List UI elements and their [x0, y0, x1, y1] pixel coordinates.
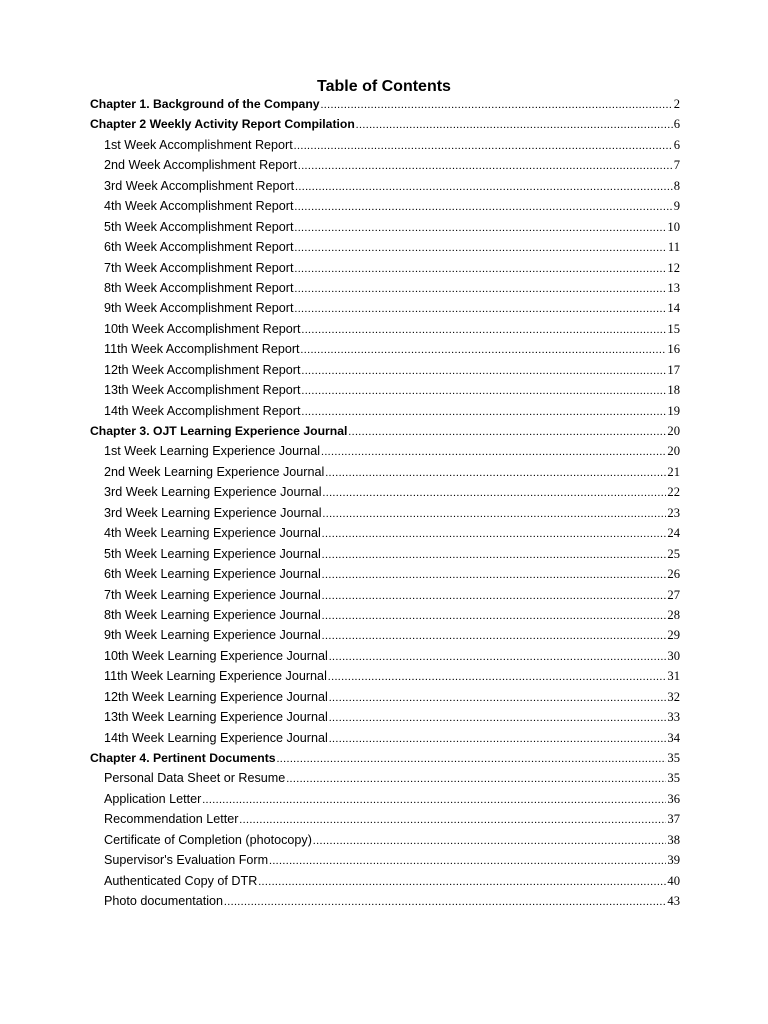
toc-sub-entry[interactable]	[90, 339, 680, 359]
toc-sub-entry[interactable]	[90, 155, 680, 175]
toc-page-number: 12	[667, 260, 680, 275]
toc-page-number: 24	[667, 526, 680, 541]
dot-leader	[301, 340, 667, 360]
dot-leader	[202, 790, 666, 810]
dot-leader	[321, 95, 673, 115]
dot-leader	[294, 218, 666, 238]
dot-leader	[313, 831, 667, 851]
toc-sub-entry[interactable]	[90, 319, 680, 339]
dot-leader	[286, 769, 666, 789]
dot-leader	[323, 504, 667, 524]
dot-leader	[322, 545, 667, 565]
toc-page-number: 28	[667, 607, 680, 622]
dot-leader	[322, 524, 667, 544]
dot-leader	[329, 647, 667, 667]
toc-sub-entry[interactable]	[90, 707, 680, 727]
toc-entry-label: 14th Week Learning Experience Journal	[104, 730, 328, 745]
toc-page-number: 35	[667, 751, 680, 765]
dot-leader	[329, 688, 667, 708]
toc-sub-entry[interactable]	[90, 278, 680, 298]
toc-chapter-entry[interactable]	[90, 421, 680, 441]
dot-leader	[322, 565, 667, 585]
toc-entry-label: 1st Week Accomplishment Report	[104, 137, 293, 152]
dot-leader	[322, 626, 667, 646]
dot-leader	[322, 586, 667, 606]
toc-sub-entry[interactable]	[90, 401, 680, 421]
toc-entry-label: 13th Week Accomplishment Report	[104, 383, 301, 398]
toc-entry-label: 8th Week Accomplishment Report	[104, 280, 294, 295]
dot-leader	[294, 299, 666, 319]
toc-page-number: 6	[673, 117, 680, 132]
toc-entry-label: Personal Data Sheet or Resume	[104, 771, 286, 786]
toc-sub-entry[interactable]	[90, 135, 680, 155]
toc-sub-entry[interactable]	[90, 768, 680, 788]
toc-sub-entry[interactable]	[90, 544, 680, 564]
toc-entry-label: 14th Week Accomplishment Report	[104, 403, 301, 418]
toc-sub-entry[interactable]	[90, 462, 680, 482]
toc-sub-entry[interactable]	[90, 237, 680, 257]
toc-entry-label: 2nd Week Accomplishment Report	[104, 158, 297, 173]
toc-page-number: 9	[673, 199, 680, 214]
toc-entry-label: 6th Week Learning Experience Journal	[104, 567, 321, 582]
toc-entry-label: 11th Week Accomplishment Report	[104, 342, 300, 357]
dot-leader	[301, 381, 666, 401]
toc-entry-label: 2nd Week Learning Experience Journal	[104, 464, 325, 479]
toc-sub-entry[interactable]	[90, 298, 680, 318]
toc-entry-label: 12th Week Accomplishment Report	[104, 362, 301, 377]
toc-page-number: 35	[667, 771, 680, 786]
toc-page-number: 34	[667, 730, 680, 745]
dot-leader	[329, 729, 667, 749]
dot-leader	[322, 606, 667, 626]
dot-leader	[224, 892, 666, 912]
toc-sub-entry[interactable]	[90, 441, 680, 461]
toc-sub-entry[interactable]	[90, 789, 680, 809]
dot-leader	[294, 136, 673, 156]
toc-page-number: 20	[667, 444, 680, 459]
toc-entry-label: 3rd Week Learning Experience Journal	[104, 485, 322, 500]
toc-sub-entry[interactable]	[90, 891, 680, 911]
toc-sub-entry[interactable]	[90, 646, 680, 666]
toc-page-number: 40	[667, 873, 680, 888]
toc-page-number: 36	[667, 791, 680, 806]
toc-page-number: 29	[667, 628, 680, 643]
toc-page-number: 7	[673, 158, 680, 173]
toc-entry-label: Application Letter	[104, 791, 202, 806]
toc-sub-entry[interactable]	[90, 503, 680, 523]
toc-sub-entry[interactable]	[90, 564, 680, 584]
toc-page-number: 8	[673, 178, 680, 193]
toc-page-number: 15	[667, 321, 680, 336]
toc-page-number: 32	[667, 689, 680, 704]
toc-sub-entry[interactable]	[90, 666, 680, 686]
toc-entry-label: 11th Week Learning Experience Journal	[104, 669, 327, 684]
dot-leader	[298, 156, 673, 176]
toc-entry-label: Chapter 4. Pertinent Documents	[90, 751, 276, 765]
toc-entry-label: 10th Week Learning Experience Journal	[104, 648, 328, 663]
toc-sub-entry[interactable]	[90, 728, 680, 748]
dot-leader	[269, 851, 666, 871]
dot-leader	[321, 442, 666, 462]
toc-sub-entry[interactable]	[90, 360, 680, 380]
toc-sub-entry[interactable]	[90, 605, 680, 625]
toc-entry-label: Photo documentation	[104, 894, 224, 909]
dot-leader	[356, 115, 673, 135]
page-title: Table of Contents	[317, 78, 451, 95]
toc-entry-label: 9th Week Learning Experience Journal	[104, 628, 321, 643]
toc-sub-entry[interactable]	[90, 830, 680, 850]
toc-entry-label: Chapter 1. Background of the Company	[90, 97, 320, 111]
toc-page-number: 26	[667, 567, 680, 582]
toc-entry-label: 5th Week Accomplishment Report	[104, 219, 294, 234]
toc-entry-label: 13th Week Learning Experience Journal	[104, 710, 328, 725]
toc-page-number: 17	[667, 362, 680, 377]
toc-page-number: 30	[667, 648, 680, 663]
dot-leader	[294, 197, 672, 217]
toc-sub-entry[interactable]	[90, 523, 680, 543]
dot-leader	[295, 177, 673, 197]
toc-entry-label: 9th Week Accomplishment Report	[104, 301, 294, 316]
toc-sub-entry[interactable]	[90, 625, 680, 645]
toc-entry-label: 4th Week Accomplishment Report	[104, 199, 294, 214]
table-of-contents	[90, 94, 680, 912]
toc-page-number: 11	[667, 240, 680, 255]
toc-entry-label: 10th Week Accomplishment Report	[104, 321, 301, 336]
dot-leader	[323, 483, 667, 503]
toc-page-number: 25	[667, 546, 680, 561]
toc-entry-label: Recommendation Letter	[104, 812, 239, 827]
toc-page-number: 2	[673, 97, 680, 111]
toc-entry-label: Authenticated Copy of DTR	[104, 873, 258, 888]
dot-leader	[301, 320, 666, 340]
toc-entry-label: Certificate of Completion (photocopy)	[104, 832, 312, 847]
toc-entry-label: 3rd Week Accomplishment Report	[104, 178, 295, 193]
toc-entry-label: 7th Week Learning Experience Journal	[104, 587, 321, 602]
toc-page-number: 39	[667, 853, 680, 868]
toc-page-number: 19	[667, 403, 680, 418]
toc-entry-label: 5th Week Learning Experience Journal	[104, 546, 321, 561]
toc-sub-entry[interactable]	[90, 196, 680, 216]
toc-page-number: 21	[667, 464, 680, 479]
toc-page-number: 10	[667, 219, 680, 234]
toc-sub-entry[interactable]	[90, 176, 680, 196]
toc-sub-entry[interactable]	[90, 380, 680, 400]
dot-leader	[301, 402, 666, 422]
toc-page-number: 43	[667, 894, 680, 909]
dot-leader	[328, 667, 667, 687]
toc-page-number: 38	[667, 832, 680, 847]
toc-sub-entry[interactable]	[90, 809, 680, 829]
dot-leader	[294, 259, 666, 279]
toc-page-number: 31	[667, 669, 680, 684]
toc-entry-label: 1st Week Learning Experience Journal	[104, 444, 321, 459]
toc-page-number: 20	[667, 424, 680, 438]
toc-entry-label: Chapter 3. OJT Learning Experience Journal	[90, 424, 348, 438]
toc-page-number: 27	[667, 587, 680, 602]
toc-chapter-entry[interactable]	[90, 748, 680, 768]
toc-page-number: 23	[667, 505, 680, 520]
toc-sub-entry[interactable]	[90, 482, 680, 502]
toc-sub-entry[interactable]	[90, 687, 680, 707]
dot-leader	[329, 708, 667, 728]
toc-entry-label: Chapter 2 Weekly Activity Report Compilation	[90, 117, 355, 132]
toc-entry-label: 8th Week Learning Experience Journal	[104, 607, 321, 622]
dot-leader	[277, 749, 667, 769]
toc-chapter-entry[interactable]	[90, 114, 680, 134]
toc-page-number: 14	[667, 301, 680, 316]
toc-chapter-entry[interactable]	[90, 94, 680, 114]
dot-leader	[239, 810, 666, 830]
toc-entry-label: 6th Week Accomplishment Report	[104, 240, 294, 255]
toc-entry-label: 12th Week Learning Experience Journal	[104, 689, 328, 704]
toc-page-number: 18	[667, 383, 680, 398]
dot-leader	[294, 238, 666, 258]
toc-entry-label: 7th Week Accomplishment Report	[104, 260, 294, 275]
dot-leader	[294, 279, 666, 299]
toc-sub-entry[interactable]	[90, 585, 680, 605]
toc-entry-label: 3rd Week Learning Experience Journal	[104, 505, 322, 520]
toc-page-number: 16	[667, 342, 680, 357]
toc-page-number: 22	[667, 485, 680, 500]
toc-page-number: 13	[667, 280, 680, 295]
toc-sub-entry[interactable]	[90, 850, 680, 870]
toc-page-number: 6	[673, 137, 680, 152]
toc-sub-entry[interactable]	[90, 871, 680, 891]
toc-entry-label: 4th Week Learning Experience Journal	[104, 526, 321, 541]
dot-leader	[301, 361, 666, 381]
toc-page-number: 37	[667, 812, 680, 827]
dot-leader	[258, 872, 666, 892]
dot-leader	[348, 422, 666, 442]
toc-entry-label: Supervisor's Evaluation Form	[104, 853, 269, 868]
dot-leader	[325, 463, 666, 483]
toc-sub-entry[interactable]	[90, 217, 680, 237]
toc-page-number: 33	[667, 710, 680, 725]
toc-sub-entry[interactable]	[90, 258, 680, 278]
